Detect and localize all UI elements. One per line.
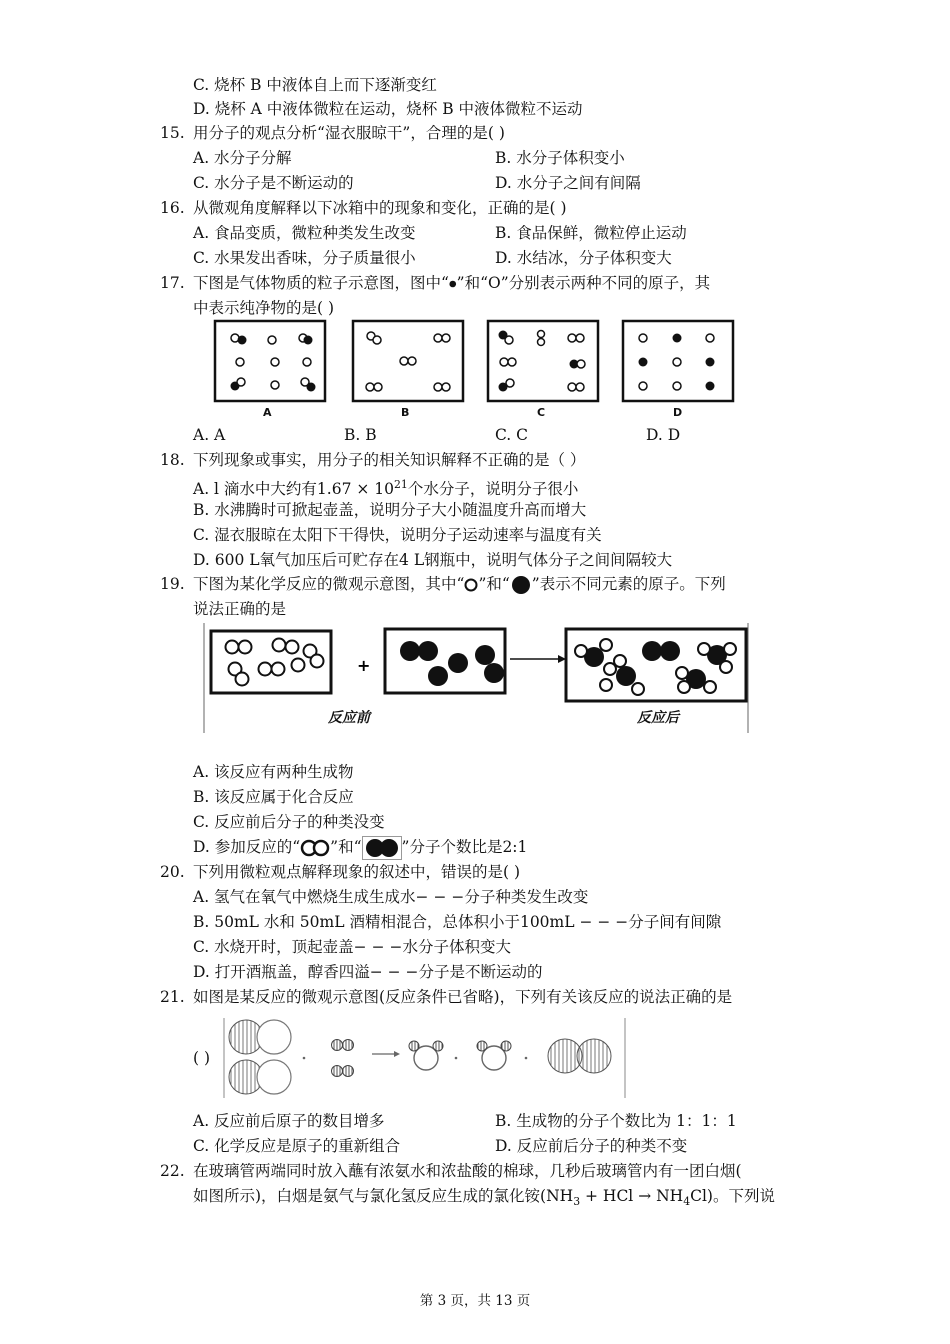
q19-option-c[interactable]: C. 反应前后分子的种类没变 [193, 813, 385, 831]
q19-plus-sign: + [357, 656, 371, 675]
q20-option-d[interactable]: D. 打开酒瓶盖，醇香四溢− − −分子是不断运动的 [193, 963, 543, 981]
q14-option-c[interactable]: C. 烧杯 B 中液体自上而下逐渐变红 [193, 76, 437, 94]
black-atom-icon [510, 575, 532, 595]
q19-stem-line1 [193, 573, 726, 595]
q16-option-c[interactable]: C. 水果发出香味，分子质量很小 [193, 249, 416, 267]
q17-option-d[interactable]: D. D [646, 426, 681, 444]
q16-option-d[interactable]: D. 水结冰，分子体积变大 [495, 249, 672, 267]
q21-stem: 如图是某反应的微观示意图(反应条件已省略)，下列有关该反应的说法正确的是 [193, 988, 733, 1006]
q19-after-label: 反应后 [637, 710, 679, 726]
white-atom-icon [464, 578, 478, 592]
q19-stem-part3: ”表示不同元素的原子。下列 [531, 575, 726, 593]
q19-stem-line2: 说法正确的是 [193, 600, 287, 618]
q18-option-a-exponent: 21 [394, 478, 408, 491]
q19-option-b[interactable]: B. 该反应属于化合反应 [193, 788, 354, 806]
q16-option-a[interactable]: A. 食品变质，微粒种类发生改变 [193, 224, 416, 242]
q18-stem: 下列现象或事实，用分子的相关知识解释不正确的是（ ） [193, 451, 586, 469]
q17-fig-label-d: D [673, 406, 683, 419]
q19-option-d[interactable] [193, 836, 527, 860]
q17-option-c[interactable]: C. C [495, 426, 529, 444]
q20-option-a[interactable]: A. 氢气在氧气中燃烧生成生成水− − −分子种类发生改变 [193, 888, 589, 906]
q18-number: 18. [160, 451, 185, 469]
q22-stem-part1: 如图所示)，白烟是氨气与氯化氢反应生成的氯化铵(NH [193, 1187, 574, 1205]
q18-option-c[interactable]: C. 湿衣服晾在太阳下干得快，说明分子运动速率与温度有关 [193, 526, 602, 544]
q15-option-a[interactable]: A. 水分子分解 [193, 149, 292, 167]
q19-option-d-part1: D. 参加反应的“ [193, 838, 301, 856]
q22-subscript-3: 3 [573, 1195, 581, 1209]
q22-subscript-4: 4 [683, 1195, 691, 1209]
q17-fig-label-a: A [263, 406, 272, 419]
q19-stem-part2: ”和“ [478, 575, 510, 593]
q22-number: 22. [160, 1162, 185, 1180]
q19-option-d-part2: ”和“ [330, 838, 362, 856]
q18-option-d[interactable]: D. 600 L氧气加压后可贮存在4 L钢瓶中，说明气体分子之间间隔较大 [193, 551, 673, 569]
q21-number: 21. [160, 988, 185, 1006]
page-footer: 第 3 页，共 13 页 [419, 1293, 531, 1309]
q21-option-b[interactable]: B. 生成物的分子个数比为 1：1：1 [495, 1112, 737, 1130]
q22-stem-line2 [193, 1185, 775, 1213]
q19-reaction-figure [200, 621, 750, 736]
q21-reaction-figure [222, 1016, 627, 1100]
q21-option-d[interactable]: D. 反应前后分子的种类不变 [495, 1137, 688, 1155]
q15-number: 15. [160, 124, 185, 142]
q14-option-d[interactable]: D. 烧杯 A 中液体微粒在运动，烧杯 B 中液体微粒不运动 [193, 100, 583, 118]
q18-option-a[interactable] [193, 474, 578, 500]
q20-option-c[interactable]: C. 水烧开时，顶起壶盖− − −水分子体积变大 [193, 938, 511, 956]
q17-particle-figure [205, 318, 740, 423]
q16-option-b[interactable]: B. 食品保鲜，微粒停止运动 [495, 224, 687, 242]
q15-option-b[interactable]: B. 水分子体积变小 [495, 149, 625, 167]
q17-option-a[interactable]: A. A [193, 426, 226, 444]
q15-option-d[interactable]: D. 水分子之间有间隔 [495, 174, 641, 192]
white-molecule-icon [300, 838, 330, 858]
q19-stem-part1: 下图为某化学反应的微观示意图，其中“ [193, 575, 465, 593]
q20-stem: 下列用微粒观点解释现象的叙述中，错误的是( ) [193, 863, 521, 881]
q19-option-d-part3: ”分子个数比是2:1 [401, 838, 528, 856]
q19-number: 19. [160, 575, 185, 593]
q18-option-b[interactable]: B. 水沸腾时可掀起壶盖，说明分子大小随温度升高而增大 [193, 501, 587, 519]
q21-option-a[interactable]: A. 反应前后原子的数目增多 [193, 1112, 385, 1130]
q19-before-label: 反应前 [328, 710, 370, 726]
black-molecule-icon [362, 836, 402, 860]
q22-stem-part2: + HCl → NH [580, 1187, 684, 1205]
q17-fig-label-b: B [401, 406, 410, 419]
q20-number: 20. [160, 863, 185, 881]
q22-stem-line1: 在玻璃管两端同时放入蘸有浓氨水和浓盐酸的棉球，几秒后玻璃管内有一团白烟( [193, 1162, 742, 1180]
q17-stem-line2: 中表示纯净物的是( ) [193, 299, 335, 317]
q17-stem-line1: 下图是气体物质的粒子示意图，图中“⦁”和“O”分别表示两种不同的原子，其 [193, 274, 711, 292]
q18-option-a-text2: 个水分子，说明分子很小 [407, 480, 579, 499]
q18-option-a-text1: A. l 滴水中大约有1.67 × 10 [193, 480, 395, 499]
q20-option-b[interactable]: B. 50mL 水和 50mL 酒精相混合，总体积小于100mL − − −分子间有间隙 [193, 913, 722, 931]
q17-option-b[interactable]: B. B [344, 426, 377, 444]
q21-option-c[interactable]: C. 化学反应是原子的重新组合 [193, 1137, 401, 1155]
q19-option-a[interactable]: A. 该反应有两种生成物 [193, 763, 354, 781]
q16-stem: 从微观角度解释以下冰箱中的现象和变化，正确的是( ) [193, 199, 567, 217]
q16-number: 16. [160, 199, 185, 217]
q15-stem: 用分子的观点分析“湿衣服晾干”，合理的是( ) [193, 124, 505, 142]
q21-answer-paren: ( ) [193, 1049, 211, 1067]
q15-option-c[interactable]: C. 水分子是不断运动的 [193, 174, 354, 192]
q17-fig-label-c: C [537, 406, 546, 419]
q22-stem-part3: Cl)。下列说 [690, 1187, 775, 1205]
q17-number: 17. [160, 274, 185, 292]
